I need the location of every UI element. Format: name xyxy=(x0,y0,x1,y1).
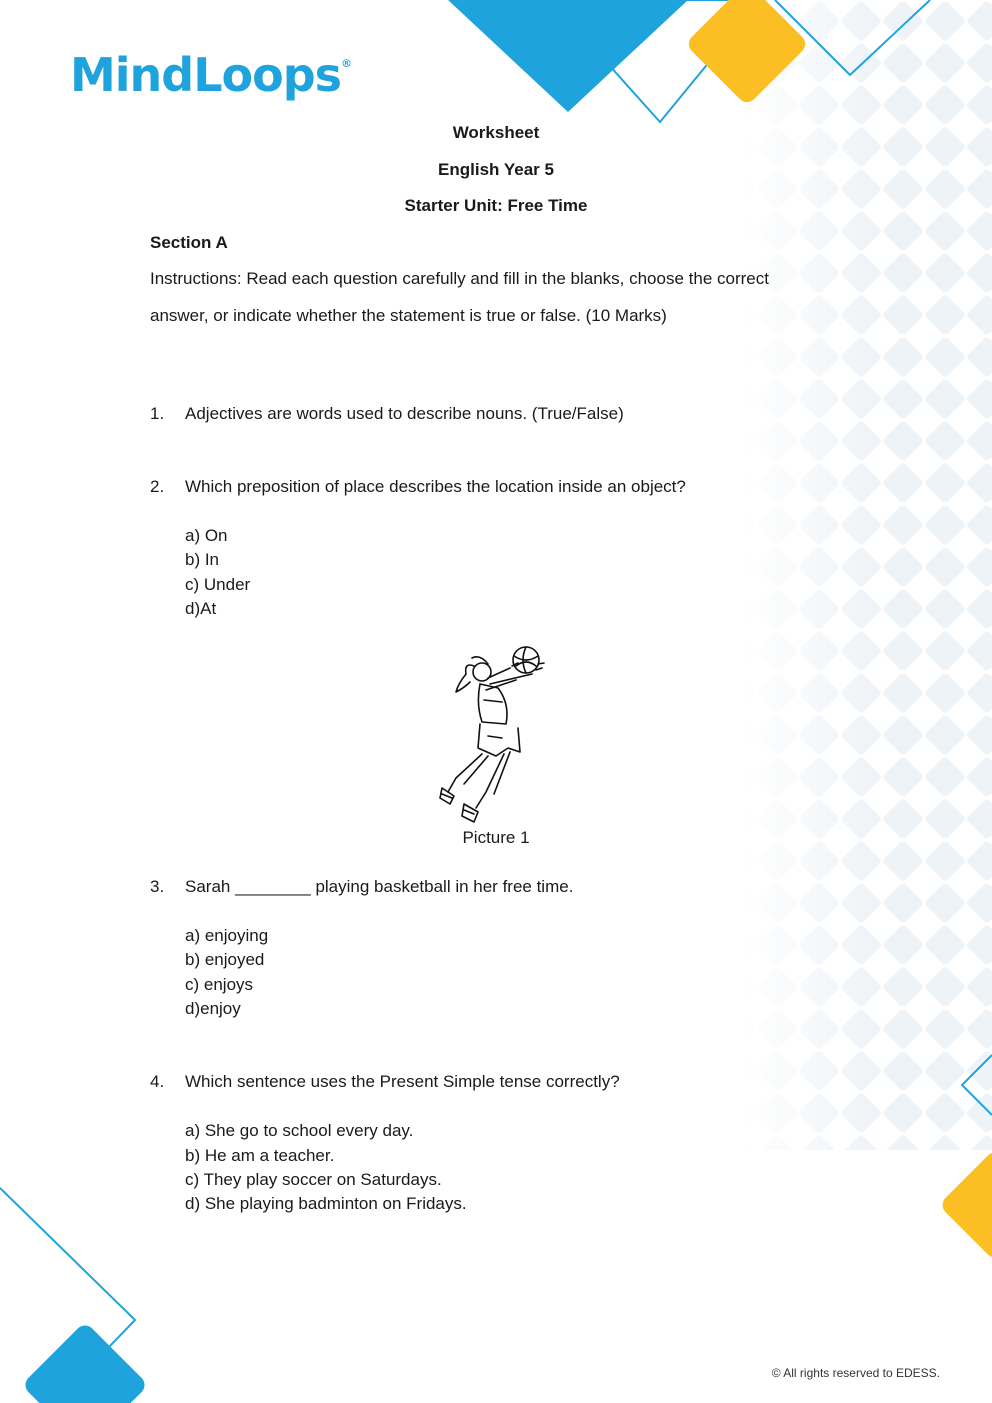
option-item: d) She playing badminton on Fridays. xyxy=(185,1194,467,1213)
option-item: a) On xyxy=(185,526,228,545)
question-4-text: Which sentence uses the Present Simple tense correctly? xyxy=(185,1072,620,1091)
option-item: c) Under xyxy=(185,575,251,594)
unit-title: Starter Unit: Free Time xyxy=(404,196,588,215)
blue-corner-shape xyxy=(21,1321,148,1403)
subject-title: English Year 5 xyxy=(438,160,554,179)
section-heading: Section A xyxy=(150,233,228,252)
instructions-line-1: Instructions: Read each question carefully and fill in the blanks, choose the correct xyxy=(150,269,769,288)
question-number: 2. xyxy=(150,477,165,496)
option-item: d)enjoy xyxy=(185,999,241,1018)
blue-triangle-shape xyxy=(448,0,688,112)
option-item: b) He am a teacher. xyxy=(185,1146,335,1165)
question-2-text: Which preposition of place describes the location inside an object? xyxy=(185,477,686,496)
basketball-player-illustration xyxy=(436,644,556,826)
option-item: c) enjoys xyxy=(185,975,254,994)
option-item: a) enjoying xyxy=(185,926,269,945)
option-item: d)At xyxy=(185,599,217,618)
question-number: 3. xyxy=(150,877,165,896)
worksheet-title: Worksheet xyxy=(452,123,540,142)
picture-caption: Picture 1 xyxy=(462,828,530,847)
question-number: 4. xyxy=(150,1072,165,1091)
option-item: a) She go to school every day. xyxy=(185,1121,414,1140)
option-item: c) They play soccer on Saturdays. xyxy=(185,1170,442,1189)
option-item: b) In xyxy=(185,550,220,569)
option-item: b) enjoyed xyxy=(185,950,265,969)
question-1-text: Adjectives are words used to describe nouns. (True/False) xyxy=(185,404,624,423)
yellow-corner-shape xyxy=(938,1148,992,1261)
question-3-text: Sarah ________ playing basketball in her free time. xyxy=(185,877,574,896)
mindloops-logo: MindLoops® xyxy=(70,48,352,102)
instructions-line-2: answer, or indicate whether the statement is true or false. (10 Marks) xyxy=(150,306,667,325)
question-number: 1. xyxy=(150,404,165,423)
copyright-footer: © All rights reserved to EDESS. xyxy=(771,1366,940,1380)
